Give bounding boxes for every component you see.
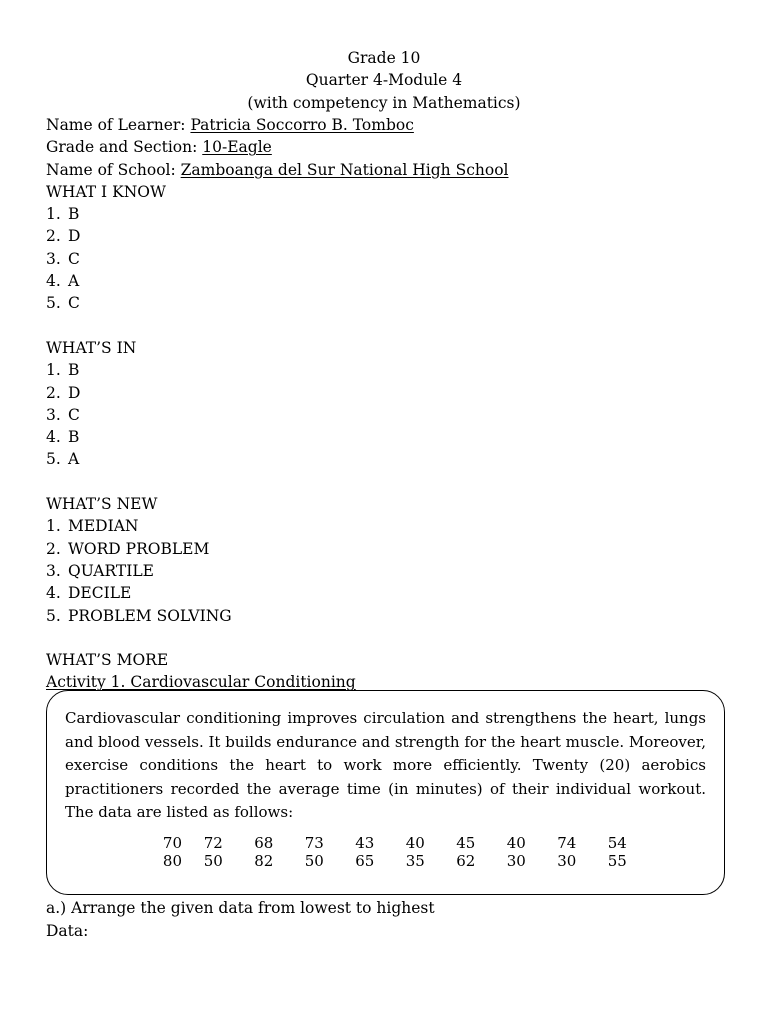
list-item	[46, 270, 736, 292]
data-cell: 40	[405, 834, 425, 852]
spacer	[46, 627, 736, 649]
data-cell: 74	[557, 834, 577, 852]
table-row	[137, 852, 643, 870]
item-answer: C	[68, 249, 80, 268]
school-label: Name of School:	[46, 160, 181, 179]
school-value: Zamboanga del Sur National High School	[180, 160, 509, 179]
list-item	[46, 248, 736, 270]
list-item	[46, 382, 736, 404]
item-number: 1.	[46, 517, 61, 536]
list-item	[46, 292, 736, 314]
data-cell: 62	[456, 852, 476, 870]
list-item	[46, 582, 736, 604]
question-a: a.) Arrange the given data from lowest to highest	[46, 899, 435, 917]
learner-name-line	[46, 114, 736, 136]
list-item	[46, 359, 736, 381]
item-number: 5.	[46, 294, 61, 313]
item-answer: D	[68, 383, 81, 402]
data-cell: 70	[162, 834, 182, 852]
learner-name-value: Patricia Soccorro B. Tomboc	[190, 116, 414, 134]
list-item	[46, 203, 736, 225]
question-section	[46, 897, 435, 943]
item-answer: QUARTILE	[68, 561, 154, 580]
list-item	[46, 426, 736, 448]
whats-new-heading: WHAT’S NEW	[46, 495, 158, 514]
what-i-know-list	[46, 203, 736, 314]
item-answer: D	[68, 227, 81, 246]
data-cell: 54	[607, 834, 627, 852]
list-item	[46, 515, 736, 537]
item-answer: B	[68, 428, 80, 447]
grade-section-label: Grade and Section:	[46, 138, 203, 157]
item-number: 2.	[46, 539, 61, 558]
list-item	[46, 404, 736, 426]
activity-info-box	[46, 690, 725, 895]
document-body	[46, 114, 736, 694]
whats-in-heading: WHAT’S IN	[46, 338, 137, 357]
spacer	[46, 471, 736, 493]
item-number: 5.	[46, 450, 61, 469]
data-cell: 30	[557, 852, 577, 870]
list-item	[46, 448, 736, 470]
activity-paragraph: Cardiovascular conditioning improves circulation and strengthens the heart, lungs and blood vessels. It builds endurance and strength for the heart muscle. Moreover, exercise conditions the heart to work more efficiently. Twenty (20) aerobics practitioners recorded the average time (in minutes) of their individual workout. The data are listed as follows:	[65, 709, 706, 821]
item-number: 2.	[46, 227, 61, 246]
activity-title: Activity 1. Cardiovascular Conditioning	[46, 673, 356, 692]
spacer	[46, 315, 736, 337]
whats-in-list	[46, 359, 736, 470]
item-number: 4.	[46, 584, 61, 603]
item-answer: B	[68, 205, 80, 224]
data-cell: 40	[506, 834, 526, 852]
item-answer: MEDIAN	[68, 517, 139, 536]
school-line	[46, 159, 736, 181]
module-title: Quarter 4-Module 4	[305, 71, 463, 90]
item-number: 1.	[46, 205, 61, 224]
item-answer: PROBLEM SOLVING	[68, 606, 232, 625]
grade-title: Grade 10	[347, 49, 421, 67]
item-answer: B	[68, 361, 80, 380]
grade-section-value: 10-Eagle	[202, 138, 272, 157]
grade-section-line	[46, 136, 736, 158]
what-i-know-heading: WHAT I KNOW	[46, 182, 166, 201]
data-label: Data:	[46, 922, 89, 940]
table-row	[137, 834, 643, 852]
data-cell: 45	[456, 834, 476, 852]
item-answer: C	[68, 294, 80, 313]
list-item	[46, 605, 736, 627]
whats-more-heading: WHAT’S MORE	[46, 651, 169, 670]
item-answer: A	[68, 450, 80, 469]
data-cell: 68	[254, 834, 274, 852]
competency-subtitle: (with competency in Mathematics)	[247, 93, 521, 112]
item-answer: C	[68, 405, 80, 424]
item-number: 2.	[46, 383, 61, 402]
document-header	[0, 47, 768, 114]
data-cell: 50	[203, 852, 223, 870]
item-number: 3.	[46, 405, 61, 424]
list-item	[46, 538, 736, 560]
data-cell: 43	[355, 834, 375, 852]
item-number: 1.	[46, 361, 61, 380]
data-cell: 80	[162, 852, 182, 870]
item-number: 4.	[46, 272, 61, 291]
item-answer: WORD PROBLEM	[68, 539, 210, 558]
workout-data-table	[137, 834, 643, 870]
list-item	[46, 225, 736, 247]
item-number: 5.	[46, 606, 61, 625]
item-answer: DECILE	[68, 584, 132, 603]
whats-new-list	[46, 515, 736, 626]
data-cell: 82	[254, 852, 274, 870]
item-answer: A	[68, 272, 80, 291]
data-cell: 65	[355, 852, 375, 870]
learner-name-label: Name of Learner:	[46, 116, 191, 134]
data-cell: 35	[405, 852, 425, 870]
data-cell: 50	[304, 852, 324, 870]
data-cell: 73	[304, 834, 324, 852]
data-cell: 30	[506, 852, 526, 870]
item-number: 3.	[46, 561, 61, 580]
list-item	[46, 560, 736, 582]
data-cell: 55	[607, 852, 627, 870]
item-number: 4.	[46, 428, 61, 447]
data-cell: 72	[203, 834, 223, 852]
item-number: 3.	[46, 249, 61, 268]
